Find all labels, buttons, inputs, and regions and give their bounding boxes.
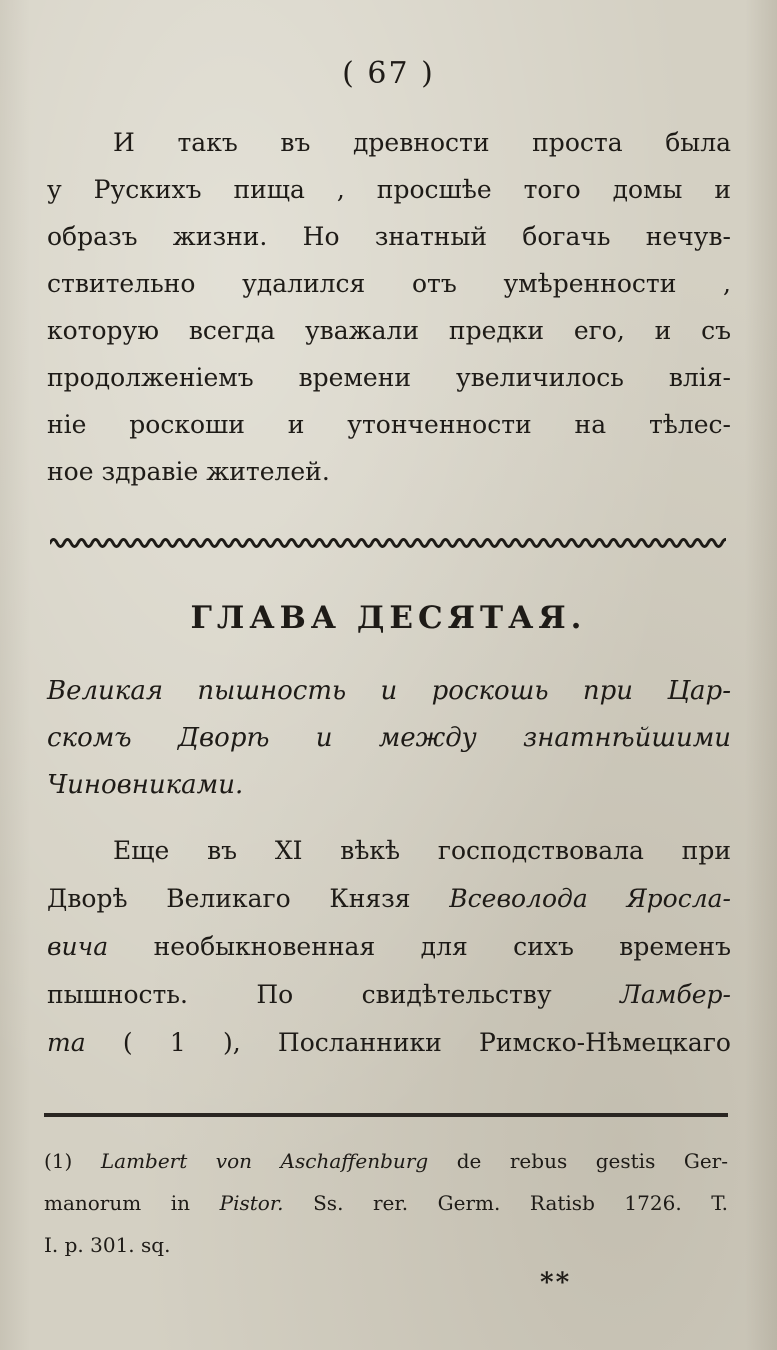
paragraph-1-line: которую всегда уважали предки его, и съ (47, 316, 731, 345)
chapter-subtitle-line: Великая пышность и роскошь при Цар- (47, 676, 731, 706)
footnote-author: Lambert von Aschaffenburg (100, 1149, 429, 1173)
footnote-rule (44, 1113, 728, 1117)
person-name-lambert-cont: та (47, 1028, 86, 1057)
chapter-subtitle-line: Чиновниками. (47, 770, 244, 800)
chapter-subtitle-line: скомъ Дворѣ и между знатнѣйшими (47, 723, 731, 753)
footnote-text: de rebus gestis Ger- (428, 1149, 728, 1173)
footnote-line: I. p. 301. sq. (44, 1233, 171, 1257)
paragraph-1-line: ствительно удалился отъ умѣренности , (47, 269, 731, 298)
paragraph-2-line (47, 923, 731, 971)
footnote-text: manorum in (44, 1191, 220, 1215)
paragraph-2-line (47, 1019, 731, 1067)
footnote-line (44, 1140, 728, 1182)
footnote-text: Ss. rer. Germ. Ratisb 1726. T. (283, 1191, 728, 1215)
paragraph-2-text: пышность. По свидѣтельству (47, 980, 620, 1009)
person-name-vsevolod-cont: вича (47, 932, 109, 961)
paragraph-1-line: ніе роскоши и утонченности на тѣлес- (47, 410, 731, 439)
person-name-vsevolod: Всеволода Яросла- (449, 884, 732, 913)
person-name-lambert: Ламбер- (620, 980, 731, 1009)
paragraph-2-text: ( 1 ), Посланники Римско-Нѣмецкаго (85, 1028, 731, 1057)
paragraph-1-line: ное здравіе жителей. (47, 457, 330, 486)
signature-mark: ** (540, 1268, 572, 1298)
footnote-line (44, 1182, 728, 1224)
page-number: ( 67 ) (342, 56, 435, 91)
paragraph-1-line: продолженіемъ времени увеличилось влія- (47, 363, 731, 392)
paragraph-2 (47, 827, 731, 1067)
paragraph-2-line (47, 971, 731, 1019)
ornamental-divider (50, 534, 726, 552)
footnote-editor: Pistor. (219, 1191, 284, 1215)
footnote (44, 1140, 728, 1266)
paragraph-1-line: И такъ въ древности проста была (113, 128, 731, 157)
paragraph-1 (47, 119, 731, 495)
footnote-marker: (1) (44, 1149, 101, 1173)
paragraph-2-line (47, 827, 731, 875)
paragraph-2-text: необыкновенная для сихъ временъ (108, 932, 731, 961)
paragraph-2-text: Дворѣ Великаго Князя (47, 884, 450, 913)
paragraph-1-line: образъ жизни. Но знатный богачь нечув- (47, 222, 731, 251)
chapter-subtitle (47, 665, 731, 806)
paragraph-2-line (47, 875, 731, 923)
paragraph-1-line: у Рускихъ пища , просшѣе того домы и (47, 175, 731, 204)
paragraph-2-text: Еще въ XI вѣкѣ господствовала при (113, 836, 731, 865)
chapter-title: ГЛАВА ДЕСЯТАЯ. (190, 600, 587, 636)
